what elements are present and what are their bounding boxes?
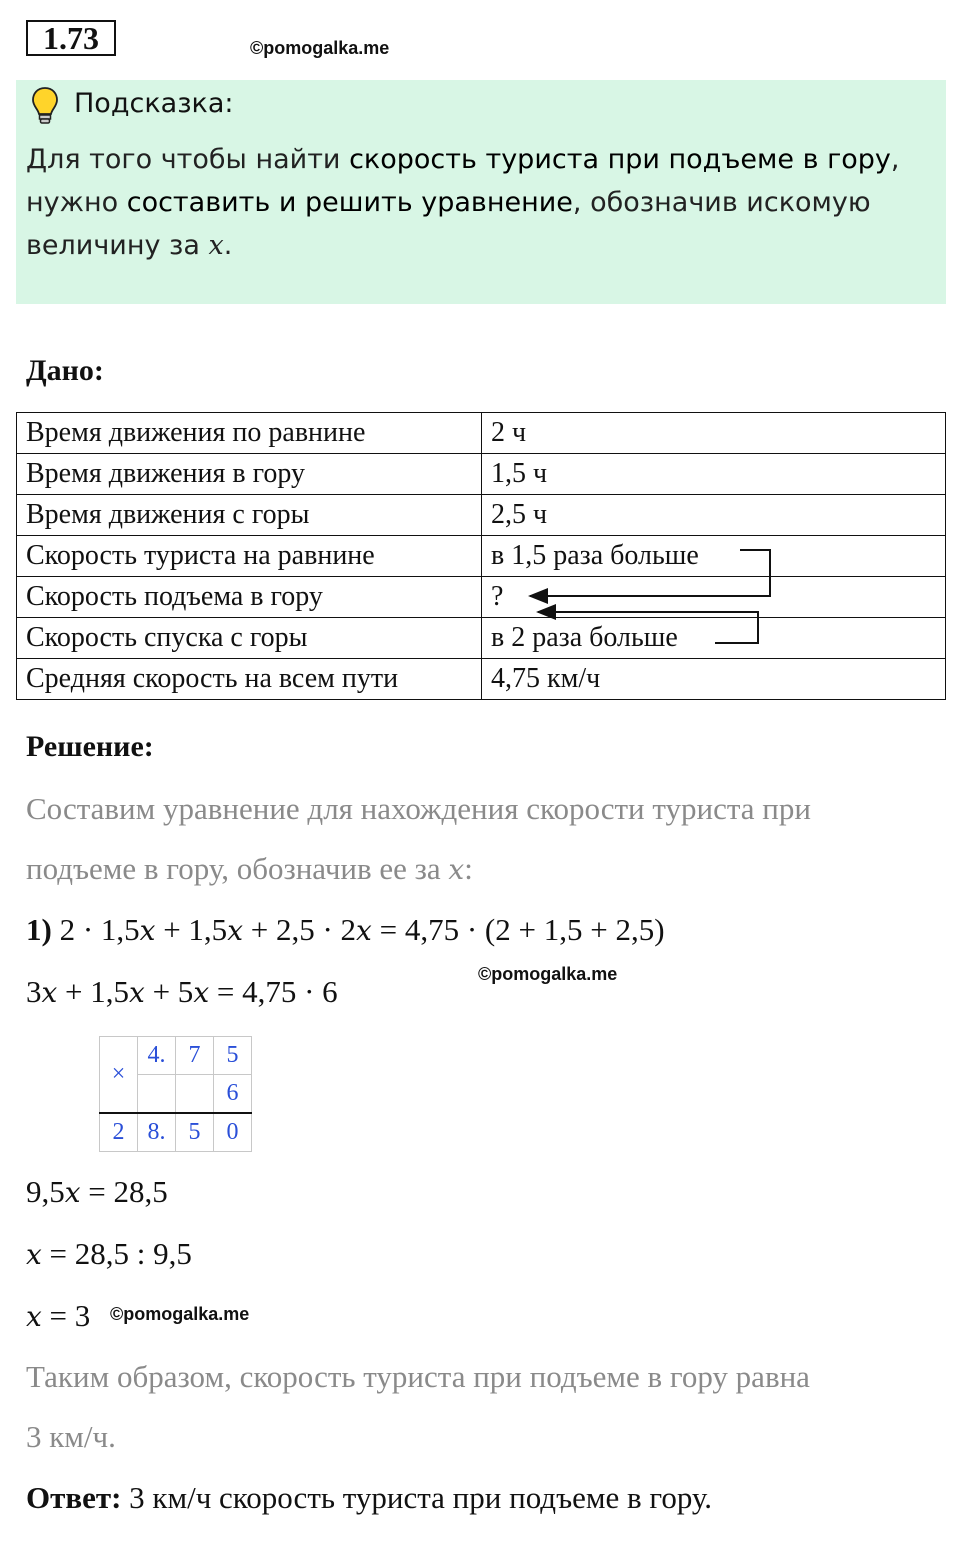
equation-4: x = 28,5 : 9,5 <box>26 1236 192 1271</box>
hint-title: Подсказка: <box>74 88 234 119</box>
solution-title: Решение: <box>26 730 154 763</box>
hint-text: Для того чтобы найти скорость туриста при подъеме в гору, нужно составить и решить уравнение, обозначив искомую величину за x. <box>26 144 900 261</box>
equation-2: 3x + 1,5x + 5x = 4,75 · 6 <box>26 974 338 1009</box>
watermark: ©pomogalka.me <box>250 38 390 58</box>
multiply-sign: × <box>100 1037 138 1114</box>
answer: Ответ: 3 км/ч скорость туриста при подъеме в гору. <box>26 1480 713 1515</box>
watermark: ©pomogalka.me <box>110 1304 250 1324</box>
solution-intro-line1: Составим уравнение для нахождения скорости туриста при <box>26 791 811 826</box>
watermark: ©pomogalka.me <box>478 964 618 984</box>
relation-arrows <box>500 540 800 650</box>
solution-intro-line2: подъеме в гору, обозначив ее за x: <box>26 851 473 886</box>
equation-5: x = 3 <box>26 1298 91 1333</box>
task-number: 1.73 <box>26 20 116 56</box>
conclusion-line2: 3 км/ч. <box>26 1419 116 1454</box>
table-row: Средняя скорость на всем пути 4,75 км/ч <box>17 659 946 700</box>
equation-1: 1) 2 · 1,5x + 1,5x + 2,5 · 2x = 4,75 · (2 + 1,5 + 2,5) <box>26 912 665 947</box>
table-row: Скорость туриста на равнине в 1,5 раза больше <box>17 536 946 577</box>
lightbulb-icon <box>30 86 60 126</box>
table-row: Время движения в гору 1,5 ч <box>17 454 946 495</box>
given-table <box>16 412 946 700</box>
table-row: Время движения с горы 2,5 ч <box>17 495 946 536</box>
given-title: Дано: <box>26 354 104 387</box>
table-row: Скорость спуска с горы в 2 раза больше <box>17 618 946 659</box>
multiplication-grid: × 4. 7 5 6 2 8. 5 0 <box>99 1036 252 1152</box>
table-row: Время движения по равнине 2 ч <box>17 413 946 454</box>
table-row: Скорость подъема в гору ? <box>17 577 946 618</box>
conclusion-line1: Таким образом, скорость туриста при подъеме в гору равна <box>26 1359 810 1394</box>
equation-3: 9,5x = 28,5 <box>26 1174 168 1209</box>
